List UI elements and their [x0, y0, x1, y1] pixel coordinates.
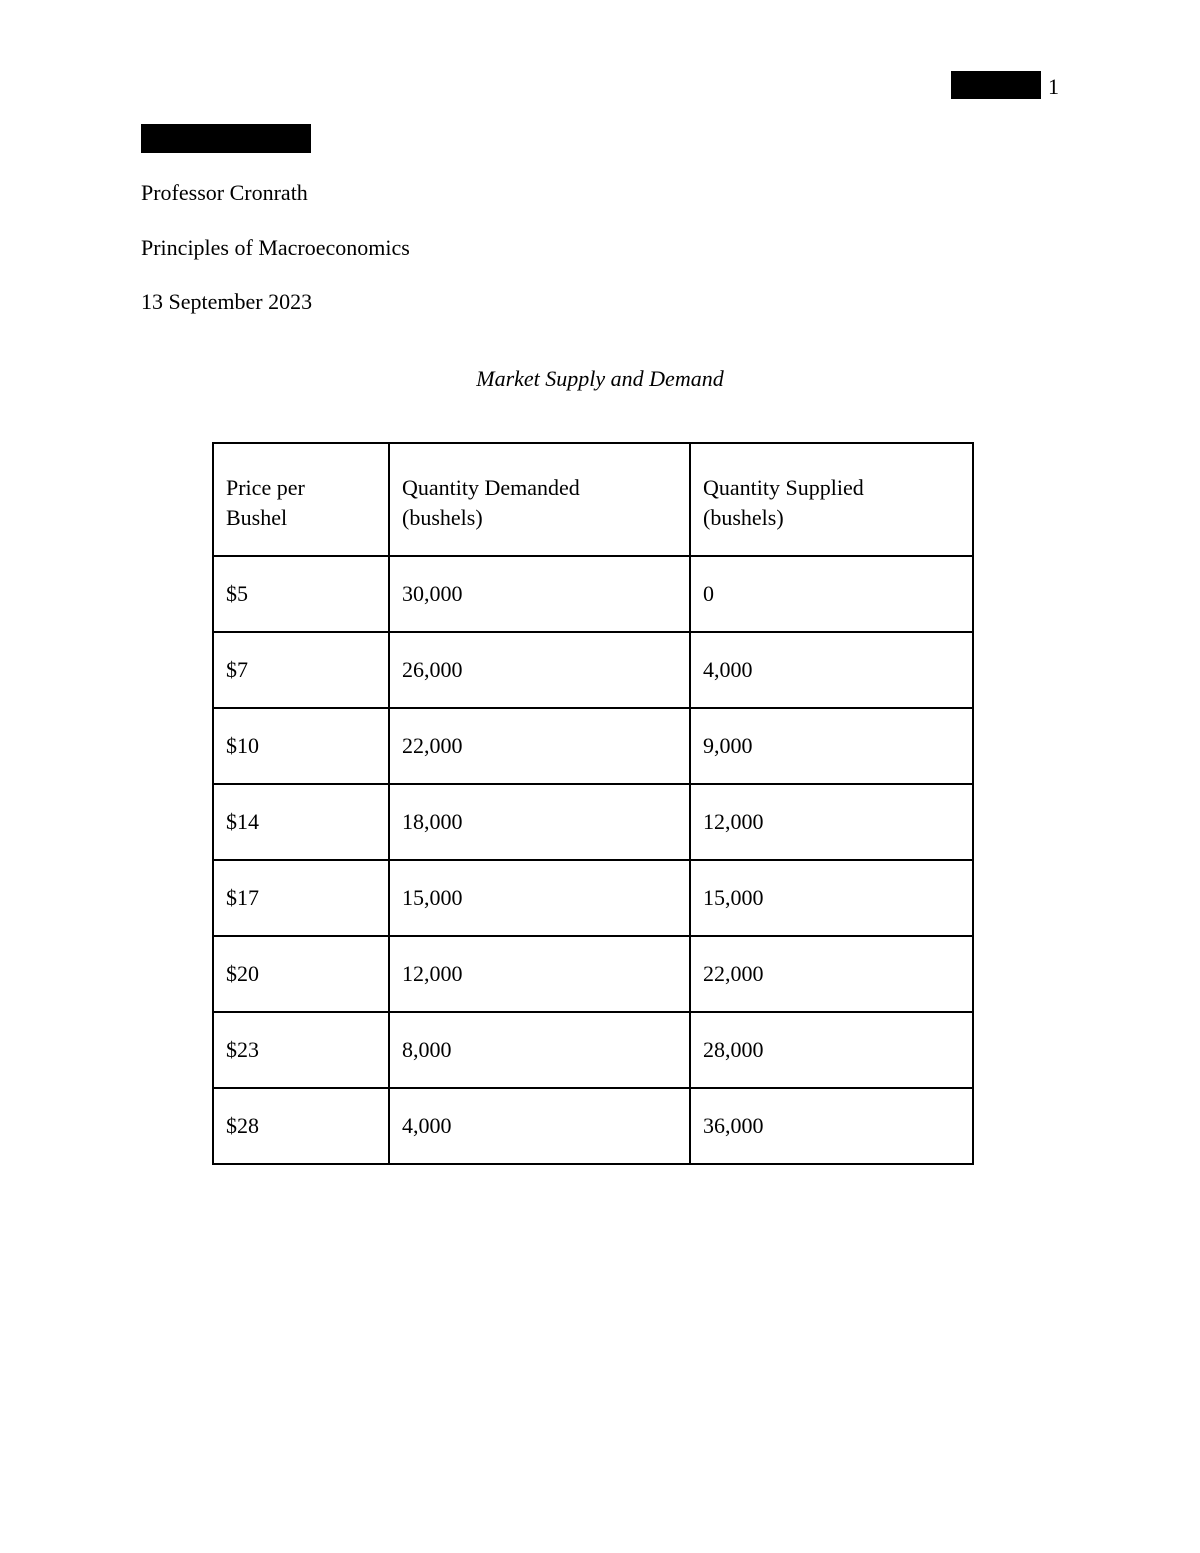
price-cell: $23	[213, 1012, 389, 1088]
quantity-supplied-cell: 9,000	[690, 708, 973, 784]
price-cell: $28	[213, 1088, 389, 1164]
quantity-demanded-cell: 15,000	[389, 860, 690, 936]
quantity-demanded-cell: 26,000	[389, 632, 690, 708]
price-cell: $20	[213, 936, 389, 1012]
quantity-demanded-cell: 18,000	[389, 784, 690, 860]
price-cell: $7	[213, 632, 389, 708]
price-cell: $17	[213, 860, 389, 936]
quantity-demanded-cell: 12,000	[389, 936, 690, 1012]
price-cell: $10	[213, 708, 389, 784]
table-row	[213, 632, 973, 708]
quantity-demanded-cell: 4,000	[389, 1088, 690, 1164]
table-row	[213, 1012, 973, 1088]
document-title: Market Supply and Demand	[476, 366, 724, 391]
page-number: 1	[1048, 74, 1059, 99]
price-cell: $5	[213, 556, 389, 632]
table-row	[213, 1088, 973, 1164]
quantity-demanded-cell: 30,000	[389, 556, 690, 632]
quantity-supplied-cell: 4,000	[690, 632, 973, 708]
column-header-price: Price per Bushel	[213, 443, 389, 556]
quantity-supplied-cell: 15,000	[690, 860, 973, 936]
header-redaction	[951, 71, 1041, 99]
table-row	[213, 556, 973, 632]
quantity-supplied-cell: 22,000	[690, 936, 973, 1012]
column-header-quantity-demanded: Quantity Demanded (bushels)	[389, 443, 690, 556]
quantity-supplied-cell: 12,000	[690, 784, 973, 860]
document-date: 13 September 2023	[141, 289, 313, 314]
table-header-row	[213, 443, 973, 556]
price-cell: $14	[213, 784, 389, 860]
student-name-redaction	[141, 124, 311, 153]
quantity-supplied-cell: 36,000	[690, 1088, 973, 1164]
professor-name: Professor Cronrath	[141, 180, 308, 205]
table-row	[213, 784, 973, 860]
quantity-supplied-cell: 28,000	[690, 1012, 973, 1088]
quantity-supplied-cell: 0	[690, 556, 973, 632]
quantity-demanded-cell: 8,000	[389, 1012, 690, 1088]
column-header-quantity-supplied: Quantity Supplied (bushels)	[690, 443, 973, 556]
course-name: Principles of Macroeconomics	[141, 235, 410, 260]
table-row	[213, 860, 973, 936]
quantity-demanded-cell: 22,000	[389, 708, 690, 784]
table-row	[213, 936, 973, 1012]
table-row	[213, 708, 973, 784]
supply-demand-table	[212, 442, 974, 1165]
